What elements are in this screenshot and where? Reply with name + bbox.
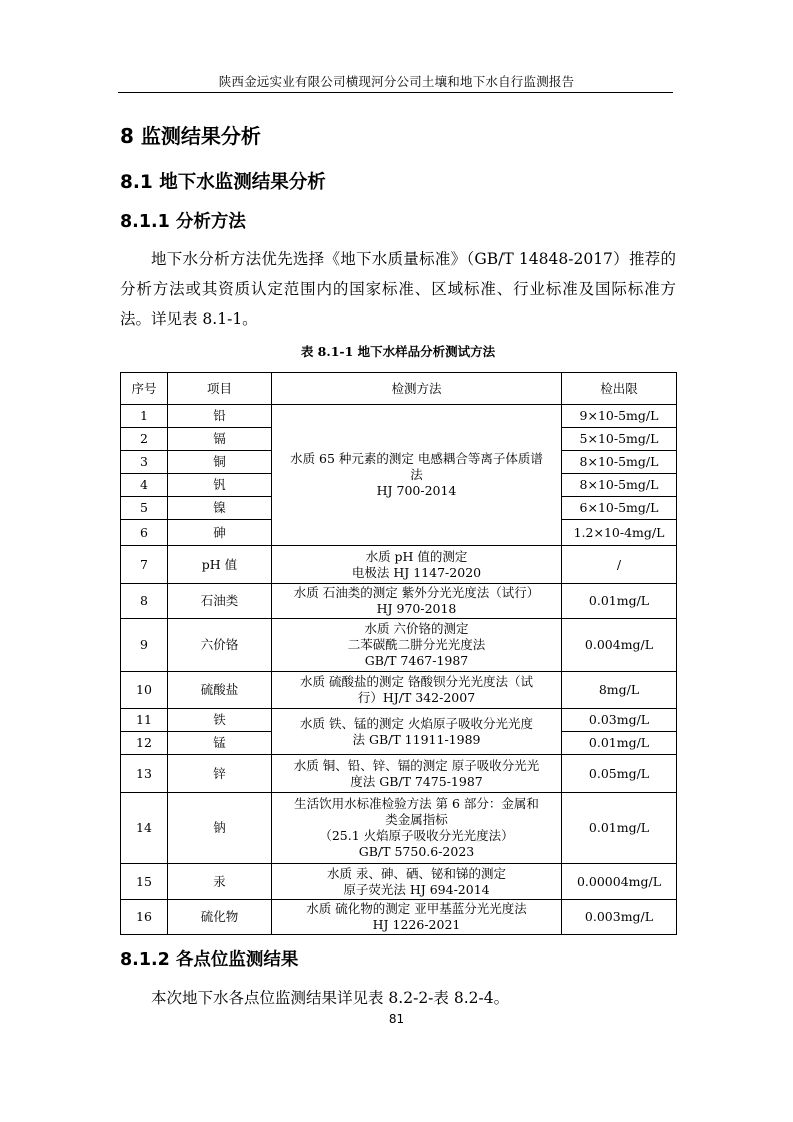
method-line: 水质 铜、铅、锌、镉的测定 原子吸收分光光 (293, 757, 540, 773)
table-row (121, 546, 677, 584)
method-line: 水质 硫化物的测定 亚甲基蓝分光光度法 (306, 901, 527, 916)
section-title: 8 监测结果分析 (120, 124, 261, 148)
method-line: HJ 970-2018 (376, 601, 457, 616)
header-item: 项目 (168, 373, 272, 405)
cell-limit: 0.003mg/L (562, 900, 677, 935)
page-number: 81 (388, 1012, 405, 1026)
cell-item: pH 值 (168, 546, 272, 584)
cell-item: 镍 (168, 497, 272, 520)
cell-limit: 0.03mg/L (562, 709, 677, 732)
method-line: 法 GB/T 11911-1989 (352, 731, 481, 747)
cell-method (272, 584, 562, 619)
table-row (121, 584, 677, 619)
cell-method (272, 864, 562, 900)
method-line: 二苯碳酰二肼分光光度法 (347, 637, 486, 652)
cell-limit: 0.004mg/L (562, 619, 677, 672)
subsubsection-title-results: 8.1.2 各点位监测结果 (120, 950, 299, 970)
cell-no: 5 (121, 497, 168, 520)
cell-no: 11 (121, 709, 168, 732)
cell-item: 锰 (168, 732, 272, 755)
cell-limit: 8mg/L (562, 672, 677, 709)
methods-paragraph: 地下水分析方法优先选择《地下水质量标准》（GB/T 14848-2017）推荐的分析方法或其资质认定范围内的国家标准、区域标准、行业标准及国际标准方法。详见表 8.1-1。 (120, 250, 676, 328)
table-header-row (121, 373, 677, 405)
header-no: 序号 (121, 373, 168, 405)
cell-no: 12 (121, 732, 168, 755)
cell-method (272, 672, 562, 709)
cell-limit: 0.01mg/L (562, 793, 677, 864)
cell-limit: 0.01mg/L (562, 584, 677, 619)
cell-limit: 0.00004mg/L (562, 864, 677, 900)
cell-limit: 8×10-5mg/L (562, 474, 677, 497)
table-row (121, 405, 677, 428)
method-line: 水质 pH 值的测定 (365, 548, 468, 564)
table-row (121, 864, 677, 900)
cell-item: 砷 (168, 520, 272, 546)
method-line: 生活饮用水标准检验方法 第 6 部分：金属和 (294, 796, 539, 811)
cell-limit: 5×10-5mg/L (562, 428, 677, 451)
analysis-methods-table (120, 372, 677, 935)
method-line: 电极法 HJ 1147-2020 (351, 564, 482, 580)
cell-no: 16 (121, 900, 168, 935)
cell-item: 钒 (168, 474, 272, 497)
cell-no: 7 (121, 546, 168, 584)
cell-item: 硫化物 (168, 900, 272, 935)
cell-limit: 8×10-5mg/L (562, 451, 677, 474)
cell-method (272, 619, 562, 672)
cell-limit: 6×10-5mg/L (562, 497, 677, 520)
method-line: 水质 65 种元素的测定 电感耦合等离子体质谱 (290, 451, 543, 466)
subsubsection-title-methods: 8.1.1 分析方法 (120, 212, 246, 232)
table-row (121, 755, 677, 793)
cell-no: 15 (121, 864, 168, 900)
cell-item: 锌 (168, 755, 272, 793)
results-paragraph: 本次地下水各点位监测结果详见表 8.2-2-表 8.2-4。 (151, 989, 510, 1007)
cell-item: 硫酸盐 (168, 672, 272, 709)
method-line: 水质 汞、砷、硒、铋和锑的测定 (327, 865, 506, 881)
method-line: 类金属指标 (385, 812, 448, 827)
table-row (121, 619, 677, 672)
cell-item: 石油类 (168, 584, 272, 619)
cell-no: 13 (121, 755, 168, 793)
method-line: （25.1 火焰原子吸收分光光度法） (319, 828, 514, 843)
cell-method (272, 793, 562, 864)
cell-item: 汞 (168, 864, 272, 900)
table-row (121, 793, 677, 864)
cell-item: 铅 (168, 405, 272, 428)
table-row (121, 900, 677, 935)
method-line: HJ 1226-2021 (372, 917, 461, 932)
cell-method (272, 546, 562, 584)
method-line: 行）HJ/T 342-2007 (357, 690, 476, 705)
table-caption: 表 8.1-1 地下水样品分析测试方法 (300, 344, 496, 359)
cell-method-merged-icp (272, 405, 562, 546)
cell-no: 6 (121, 520, 168, 546)
method-line: HJ 700-2014 (376, 483, 457, 498)
cell-limit: 0.05mg/L (562, 755, 677, 793)
cell-no: 9 (121, 619, 168, 672)
cell-no: 2 (121, 428, 168, 451)
cell-item: 钠 (168, 793, 272, 864)
running-header: 陕西金远实业有限公司横现河分公司土壤和地下水自行监测报告 (218, 74, 575, 89)
header-method: 检测方法 (272, 373, 562, 405)
cell-no: 1 (121, 405, 168, 428)
method-line: GB/T 5750.6-2023 (358, 844, 475, 859)
cell-item: 镉 (168, 428, 272, 451)
cell-no: 8 (121, 584, 168, 619)
header-divider (118, 92, 673, 93)
method-line: GB/T 7467-1987 (364, 653, 469, 668)
cell-item: 六价铬 (168, 619, 272, 672)
cell-no: 4 (121, 474, 168, 497)
cell-limit: 9×10-5mg/L (562, 405, 677, 428)
table-row (121, 709, 677, 732)
method-line: 水质 石油类的测定 紫外分光光度法（试行） (293, 585, 540, 600)
subsection-title: 8.1 地下水监测结果分析 (120, 172, 326, 193)
cell-method (272, 755, 562, 793)
method-line: 水质 铁、锰的测定 火焰原子吸收分光光度 (300, 715, 533, 731)
table-row (121, 672, 677, 709)
header-limit: 检出限 (562, 373, 677, 405)
cell-item: 铜 (168, 451, 272, 474)
method-line: 法 (410, 467, 423, 482)
method-line: 原子荧光法 HJ 694-2014 (343, 881, 490, 897)
cell-limit: / (562, 546, 677, 584)
cell-method-merged-fe-mn (272, 709, 562, 755)
method-line: 水质 六价铬的测定 (364, 621, 469, 636)
method-line: 水质 硫酸盐的测定 铬酸钡分光光度法（试 (300, 674, 533, 689)
cell-limit: 0.01mg/L (562, 732, 677, 755)
cell-no: 10 (121, 672, 168, 709)
cell-limit: 1.2×10-4mg/L (562, 520, 677, 546)
cell-method (272, 900, 562, 935)
method-line: 度法 GB/T 7475-1987 (350, 773, 483, 789)
cell-no: 3 (121, 451, 168, 474)
cell-item: 铁 (168, 709, 272, 732)
cell-no: 14 (121, 793, 168, 864)
